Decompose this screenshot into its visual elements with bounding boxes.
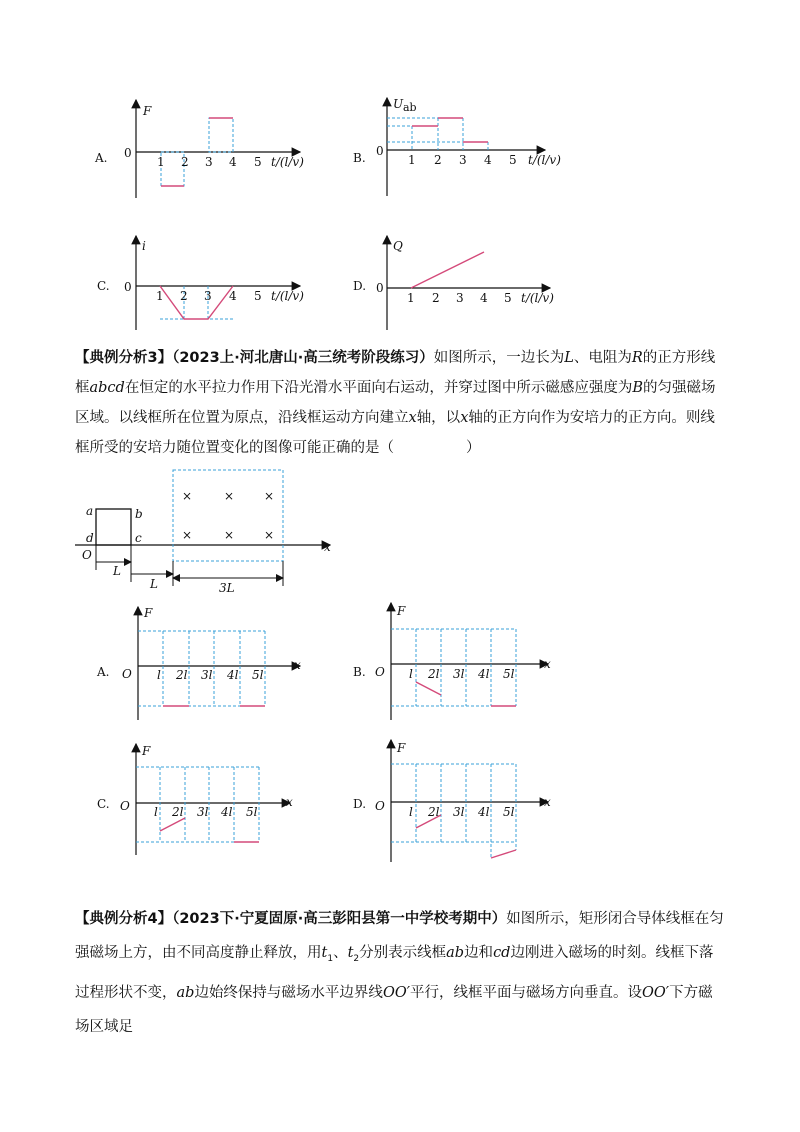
- option-label-c: C.: [97, 279, 110, 293]
- magnetic-field-region: [173, 470, 283, 561]
- svg-text:ab: ab: [403, 101, 417, 114]
- svg-text:5l: 5l: [503, 805, 515, 819]
- svg-text:x: x: [324, 540, 331, 554]
- svg-text:F: F: [397, 604, 406, 618]
- graph2-a: [96, 606, 301, 720]
- svg-text:5: 5: [504, 291, 512, 305]
- svg-text:1: 1: [407, 291, 415, 305]
- svg-text:2l: 2l: [176, 668, 188, 682]
- svg-text:4l: 4l: [227, 668, 239, 682]
- svg-text:4: 4: [480, 291, 488, 305]
- svg-text:b: b: [135, 507, 143, 521]
- graph2-c: [97, 744, 293, 855]
- svg-text:3l: 3l: [197, 805, 209, 819]
- svg-text:5: 5: [254, 289, 262, 303]
- svg-text:2l: 2l: [428, 667, 440, 681]
- square-loop: [96, 509, 131, 545]
- svg-text:x: x: [286, 795, 293, 809]
- svg-text:3: 3: [459, 153, 467, 167]
- svg-text:4l: 4l: [478, 667, 490, 681]
- option2-label-d: D.: [353, 797, 367, 811]
- svg-text:i: i: [142, 239, 146, 253]
- option-label-a: A.: [95, 151, 108, 165]
- svg-text:4: 4: [484, 153, 492, 167]
- svg-text:5l: 5l: [252, 668, 264, 682]
- svg-text:×: ×: [224, 489, 235, 503]
- graph2-b: [353, 603, 551, 720]
- svg-text:×: ×: [264, 528, 275, 542]
- svg-text:L: L: [150, 577, 158, 591]
- svg-text:×: ×: [182, 489, 193, 503]
- option-label-d: D.: [353, 279, 367, 293]
- svg-text:U: U: [393, 97, 404, 111]
- svg-text:2: 2: [181, 155, 189, 169]
- option2-label-b: B.: [353, 665, 366, 679]
- svg-text:l: l: [409, 805, 413, 819]
- svg-text:×: ×: [182, 528, 193, 542]
- graph2-d: [353, 740, 551, 862]
- svg-text:5: 5: [254, 155, 262, 169]
- svg-text:3: 3: [456, 291, 464, 305]
- svg-text:t/(l/v): t/(l/v): [521, 291, 554, 305]
- svg-text:t/(l/v): t/(l/v): [271, 155, 304, 169]
- svg-text:0: 0: [124, 280, 132, 294]
- svg-text:3l: 3l: [201, 668, 213, 682]
- svg-text:1: 1: [157, 155, 165, 169]
- svg-text:2: 2: [434, 153, 442, 167]
- graph-d-charge-time: [353, 236, 554, 330]
- svg-text:t/(l/v): t/(l/v): [271, 289, 304, 303]
- svg-text:0: 0: [376, 281, 384, 295]
- svg-text:0: 0: [124, 146, 132, 160]
- svg-text:x: x: [544, 657, 551, 671]
- svg-text:l: l: [154, 805, 158, 819]
- problem3-source: （2023上·河北唐山·高三统考阶段练习）: [172, 350, 434, 366]
- svg-text:0: 0: [376, 144, 384, 158]
- svg-text:L: L: [113, 564, 121, 578]
- svg-text:1: 1: [408, 153, 416, 167]
- svg-text:Q: Q: [393, 239, 403, 253]
- svg-text:l: l: [157, 668, 161, 682]
- setup-figure: [75, 470, 331, 595]
- svg-text:4l: 4l: [478, 805, 490, 819]
- svg-text:O: O: [375, 665, 385, 679]
- problem4-source: （2023下·宁夏固原·高三彭阳县第一中学校考期中）: [172, 911, 507, 927]
- svg-text:x: x: [544, 795, 551, 809]
- svg-text:×: ×: [224, 528, 235, 542]
- svg-text:×: ×: [264, 489, 275, 503]
- svg-text:5l: 5l: [246, 805, 258, 819]
- svg-text:5l: 5l: [503, 667, 515, 681]
- svg-text:a: a: [86, 504, 94, 518]
- svg-text:2: 2: [432, 291, 440, 305]
- svg-text:3: 3: [205, 155, 213, 169]
- option2-label-c: C.: [97, 797, 110, 811]
- svg-text:F: F: [144, 606, 153, 620]
- svg-text:x: x: [294, 658, 301, 672]
- svg-text:O: O: [122, 667, 132, 681]
- svg-text:2: 2: [180, 289, 188, 303]
- problem4-text: 【典例分析4】（2023下·宁夏固原·高三彭阳县第一中学校考期中）如图所示，矩形闭合导体线框在匀强磁场上方，由不同高度静止释放，用$t_1$、$t_2$分别表示线框ab边和cd边刚进入磁场的时刻。线框下落过程形状不变，ab边始终保持与磁场水平边界线OO′平行，线框平面与磁场方向垂直。设OO′下方磁场区域足: [75, 911, 724, 1035]
- svg-text:O: O: [82, 548, 92, 562]
- svg-text:O: O: [120, 799, 130, 813]
- svg-text:4: 4: [229, 155, 237, 169]
- svg-text:F: F: [397, 741, 406, 755]
- option-label-b: B.: [353, 151, 366, 165]
- svg-text:3l: 3l: [453, 667, 465, 681]
- svg-text:3: 3: [204, 289, 212, 303]
- problem3-text: 【典例分析3】（2023上·河北唐山·高三统考阶段练习）如图所示，一边长为L、电阻为R的正方形线框abcd在恒定的水平拉力作用下沿光滑水平面向右运动，并穿过图中所示磁感应强度为B的匀强磁场区域。以线框所在位置为原点，沿线框运动方向建立x轴，以x轴的正方向作为安培力的正方向。则线框所受的安培力随位置变化的图像可能正确的是（ ）: [75, 350, 716, 456]
- svg-text:4: 4: [229, 289, 237, 303]
- svg-text:2l: 2l: [428, 805, 440, 819]
- problem4-tag: 【典例分析4】: [75, 911, 173, 927]
- problem3-tag: 【典例分析3】: [75, 350, 173, 366]
- svg-text:1: 1: [156, 289, 164, 303]
- option2-label-a: A.: [97, 665, 110, 679]
- svg-text:d: d: [86, 531, 94, 545]
- svg-text:O: O: [375, 799, 385, 813]
- svg-text:4l: 4l: [221, 805, 233, 819]
- svg-text:F: F: [143, 104, 152, 118]
- svg-text:l: l: [409, 667, 413, 681]
- graph-c-current-time: [97, 236, 304, 330]
- svg-text:3l: 3l: [453, 805, 465, 819]
- graph-a-force-time: [94, 100, 304, 198]
- svg-text:2l: 2l: [172, 805, 184, 819]
- svg-text:3L: 3L: [219, 581, 235, 595]
- graph-b-voltage-time: [353, 97, 561, 196]
- svg-text:F: F: [142, 744, 151, 758]
- svg-text:c: c: [135, 531, 142, 545]
- svg-text:5: 5: [509, 153, 517, 167]
- svg-text:t/(l/v): t/(l/v): [528, 153, 561, 167]
